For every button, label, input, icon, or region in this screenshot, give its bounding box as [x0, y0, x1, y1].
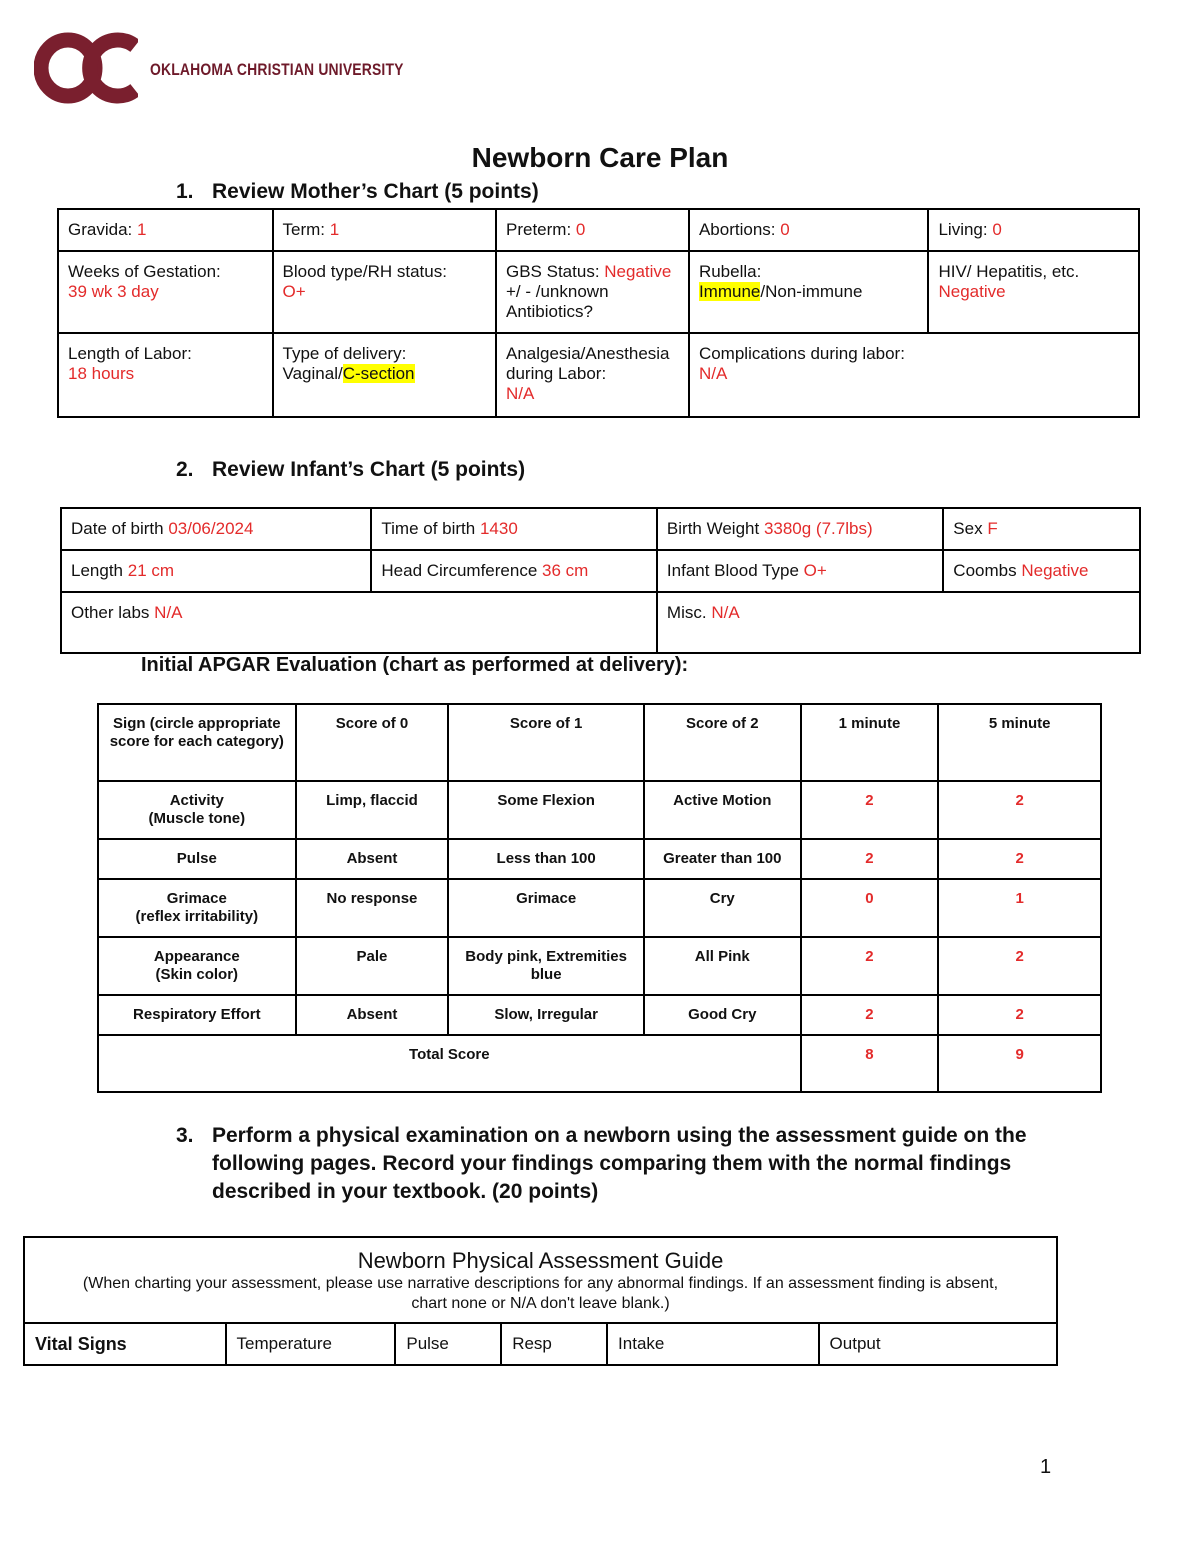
sex-value: F: [987, 519, 998, 538]
apgar-1min-value: 2: [801, 995, 939, 1035]
page-number: 1: [1040, 1456, 1052, 1478]
resp-field[interactable]: Resp: [501, 1323, 607, 1365]
infant-blood-label: Infant Blood Type: [666, 561, 799, 580]
blood-type-label: Blood type/RH status:: [282, 262, 447, 281]
delivery-type-label: Type of delivery:: [282, 344, 407, 363]
rubella-label: Rubella:: [698, 262, 762, 281]
apgar-score2: Active Motion: [644, 781, 801, 839]
apgar-row-pulse: [98, 839, 1101, 879]
apgar-sign-name: Respiratory Effort: [133, 1006, 261, 1023]
apgar-header-row: [98, 704, 1101, 781]
intake-field[interactable]: Intake: [607, 1323, 819, 1365]
sex-cell: [943, 508, 1140, 550]
page-title: Newborn Care Plan: [471, 142, 729, 173]
dob-value: 03/06/2024: [168, 519, 254, 538]
complications-cell: [689, 333, 1139, 417]
gravida-label: Gravida:: [68, 220, 133, 239]
oc-logo-mark-icon: [34, 32, 138, 104]
analgesia-label: Analgesia/Anesthesia: [506, 344, 670, 363]
apgar-1min-value: 2: [801, 937, 939, 995]
sex-label: Sex: [953, 519, 983, 538]
apgar-sign-name: Activity: [169, 792, 224, 809]
abortions-value: 0: [780, 220, 790, 239]
other-labs-cell: [61, 592, 657, 653]
living-label: Living:: [938, 220, 988, 239]
apgar-sign-name: Grimace: [166, 890, 227, 907]
apgar-1min-value: 2: [801, 781, 939, 839]
term-cell: [273, 209, 496, 251]
preterm-cell: [496, 209, 689, 251]
apgar-header-score1: Score of 1: [448, 704, 644, 781]
apgar-total-label: Total Score: [98, 1035, 801, 1092]
apgar-sign: [98, 839, 296, 879]
misc-label: Misc.: [666, 603, 707, 622]
misc-value: N/A: [711, 603, 740, 622]
weight-label: Birth Weight: [666, 519, 760, 538]
labor-length-value: 18 hours: [68, 364, 135, 383]
section-3-instructions: [176, 1122, 1027, 1206]
mother-chart-table: [57, 208, 1140, 418]
assessment-guide-title: Newborn Physical Assessment Guide: [357, 1248, 724, 1273]
other-labs-label: Other labs: [71, 603, 150, 622]
apgar-row-respiratory: [98, 995, 1101, 1035]
pulse-field[interactable]: Pulse: [395, 1323, 501, 1365]
section-1-title: Review Mother’s Chart (5 points): [212, 180, 539, 203]
logo-wordmark: OKLAHOMA CHRISTIAN UNIVERSITY: [150, 60, 404, 79]
infant-chart-table: [60, 507, 1141, 654]
assessment-guide-header: [24, 1237, 1057, 1323]
abortions-label: Abortions:: [698, 220, 776, 239]
head-value: 36 cm: [542, 561, 589, 580]
coombs-value: Negative: [1021, 561, 1089, 580]
infant-blood-value: O+: [803, 561, 827, 580]
apgar-1min-value: 0: [801, 879, 939, 937]
apgar-score2: Cry: [644, 879, 801, 937]
delivery-type-cell: [273, 333, 496, 417]
section-3-number: 3.: [176, 1124, 194, 1147]
other-labs-value: N/A: [154, 603, 183, 622]
gbs-value: Negative: [604, 262, 672, 281]
length-label: Length: [71, 561, 123, 580]
apgar-header-sign: Sign (circle appropriate score for each category): [98, 704, 296, 781]
apgar-sign: [98, 781, 296, 839]
apgar-sign-detail: (reflex irritability): [135, 908, 259, 925]
delivery-option-vaginal: Vaginal/: [282, 364, 343, 383]
apgar-row-activity: [98, 781, 1101, 839]
apgar-header-score2: Score of 2: [644, 704, 801, 781]
apgar-total-row: [98, 1035, 1101, 1092]
apgar-score1: Less than 100: [448, 839, 644, 879]
gbs-options: +/ - /unknown: [506, 282, 609, 301]
apgar-sign-detail: (Skin color): [155, 966, 239, 983]
apgar-score2: Greater than 100: [644, 839, 801, 879]
living-cell: [928, 209, 1139, 251]
rubella-selected: Immune: [698, 282, 761, 301]
term-label: Term:: [282, 220, 326, 239]
section-2-title: Review Infant’s Chart (5 points): [212, 458, 526, 481]
gestation-label: Weeks of Gestation:: [68, 262, 221, 281]
university-logo: [34, 32, 404, 104]
weight-cell: [657, 508, 943, 550]
tob-value: 1430: [479, 519, 518, 538]
apgar-heading: Initial APGAR Evaluation (chart as performed at delivery):: [141, 654, 689, 676]
apgar-score1: Some Flexion: [448, 781, 644, 839]
apgar-5min-value: 1: [938, 879, 1101, 937]
coombs-label: Coombs: [953, 561, 1017, 580]
apgar-5min-value: 2: [938, 995, 1101, 1035]
coombs-cell: [943, 550, 1140, 592]
apgar-score1: Slow, Irregular: [448, 995, 644, 1035]
apgar-score0: Absent: [296, 995, 449, 1035]
apgar-5min-value: 2: [938, 839, 1101, 879]
dob-label: Date of birth: [71, 519, 164, 538]
apgar-score2: Good Cry: [644, 995, 801, 1035]
length-cell: [61, 550, 371, 592]
section-3-line-3: described in your textbook. (20 points): [212, 1180, 599, 1203]
apgar-score2: All Pink: [644, 937, 801, 995]
delivery-selected: C-section: [342, 364, 415, 383]
blood-type-cell: [273, 251, 496, 333]
gbs-antibiotics: Antibiotics?: [506, 302, 593, 321]
labor-length-label: Length of Labor:: [68, 344, 192, 363]
analgesia-value: N/A: [506, 384, 535, 403]
apgar-total-1min: 8: [801, 1035, 939, 1092]
apgar-row-appearance: [98, 937, 1101, 995]
apgar-header-score0: Score of 0: [296, 704, 449, 781]
apgar-5min-value: 2: [938, 781, 1101, 839]
section-3-line-1: Perform a physical examination on a newborn using the assessment guide on the: [212, 1124, 1027, 1147]
section-2-number: 2.: [176, 458, 194, 481]
apgar-1min-value: 2: [801, 839, 939, 879]
hiv-value: Negative: [938, 282, 1006, 301]
apgar-sign-name: Pulse: [176, 850, 217, 867]
apgar-score1: Body pink, Extremities blue: [448, 937, 644, 995]
apgar-total-5min: 9: [938, 1035, 1101, 1092]
gbs-label: GBS Status:: [506, 262, 600, 281]
gestation-cell: [58, 251, 273, 333]
preterm-value: 0: [575, 220, 586, 239]
head-label: Head Circumference: [381, 561, 538, 580]
gravida-value: 1: [136, 220, 147, 239]
term-value: 1: [329, 220, 340, 239]
complications-label: Complications during labor:: [698, 344, 905, 363]
length-value: 21 cm: [127, 561, 175, 580]
apgar-header-5min: 5 minute: [938, 704, 1101, 781]
apgar-score1: Grimace: [448, 879, 644, 937]
rubella-other-option: /Non-immune: [760, 282, 863, 301]
tob-label: Time of birth: [381, 519, 476, 538]
section-3-line-2: following pages. Record your findings comparing them with the normal findings: [212, 1152, 1012, 1175]
vital-signs-label: Vital Signs: [24, 1323, 226, 1365]
output-field[interactable]: Output: [819, 1323, 1057, 1365]
apgar-5min-value: 2: [938, 937, 1101, 995]
apgar-sign-detail: (Muscle tone): [148, 810, 246, 827]
apgar-header-1min: 1 minute: [801, 704, 939, 781]
complications-value: N/A: [698, 364, 728, 383]
apgar-row-grimace: [98, 879, 1101, 937]
apgar-sign: [98, 995, 296, 1035]
misc-cell: [657, 592, 1140, 653]
analgesia-label-2: during Labor:: [506, 364, 607, 383]
apgar-score0: Pale: [296, 937, 449, 995]
abortions-cell: [689, 209, 929, 251]
apgar-score0: Limp, flaccid: [296, 781, 449, 839]
weight-value: 3380g (7.7lbs): [763, 519, 873, 538]
infant-blood-cell: [657, 550, 943, 592]
gravida-cell: [58, 209, 273, 251]
dob-cell: [61, 508, 371, 550]
section-1-heading: [176, 180, 539, 204]
section-1-number: 1.: [176, 180, 194, 203]
head-cell: [371, 550, 657, 592]
analgesia-cell: [496, 333, 689, 417]
living-value: 0: [992, 220, 1002, 239]
tob-cell: [371, 508, 657, 550]
temperature-field[interactable]: Temperature: [226, 1323, 396, 1365]
apgar-sign-name: Appearance: [153, 948, 240, 965]
preterm-label: Preterm:: [506, 220, 572, 239]
apgar-score0: Absent: [296, 839, 449, 879]
hiv-cell: [928, 251, 1139, 333]
assessment-guide-note-2: chart none or N/A don't leave blank.): [411, 1295, 670, 1312]
assessment-guide-note: (When charting your assessment, please use narrative descriptions for any abnormal findings. If an assessment finding is absent,: [82, 1275, 999, 1292]
hiv-label: HIV/ Hepatitis, etc.: [938, 262, 1080, 281]
apgar-score0: No response: [296, 879, 449, 937]
rubella-cell: [689, 251, 929, 333]
section-2-heading: [176, 458, 525, 482]
gestation-value: 39 wk 3 day: [68, 282, 159, 301]
blood-type-value: O+: [282, 282, 306, 301]
labor-length-cell: [58, 333, 273, 417]
apgar-table: [97, 703, 1102, 1093]
assessment-guide-table: [23, 1236, 1058, 1366]
apgar-sign: [98, 937, 296, 995]
gbs-cell: [496, 251, 689, 333]
apgar-sign: [98, 879, 296, 937]
